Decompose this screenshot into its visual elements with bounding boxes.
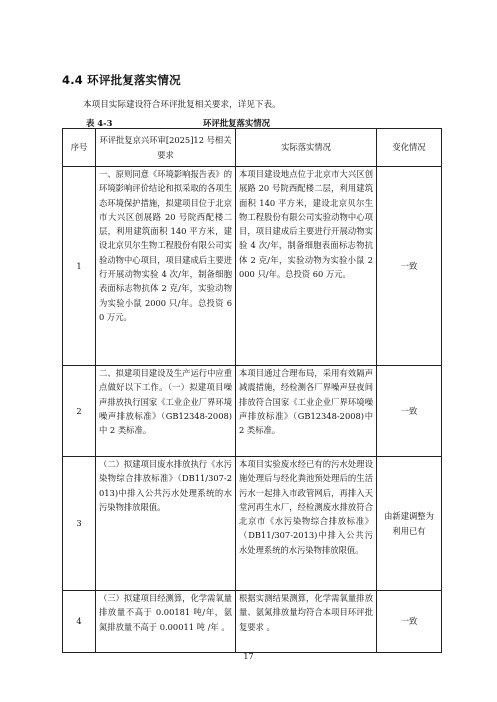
row-implementation: 本项目建设地点位于北京市大兴区创展路 20 号院西配楼二层，利用建筑面积 140 平方米，建设北京贝尔生物工程股份有限公司实验动物中心项目，项目建成后主要进行开展动物实验 4 次/年，制备细胞表面标志物抗体 2 克/年，实验动物为实验小鼠 2000 只/年。总投资 60 万元。 (236, 167, 377, 366)
table-row (63, 457, 442, 591)
row-seq: 4 (63, 591, 96, 653)
row-seq: 2 (63, 366, 96, 457)
row-requirement: 二、拟建项目建设及生产运行中应重点做好以下工作。（一）拟建项目噪声排放执行国家《工业企业厂界环境噪声排放标准》（GB12348-2008)中 2 类标准。 (96, 366, 236, 457)
table-title: 环评批复落实情况 (203, 118, 270, 128)
row-implementation: 本项目实验废水经已有的污水处理设施处理后与经化粪池预处理后的生活污水一起排入市政管网后，再排入天堂河再生水厂，经检测废水排放符合北京市《水污染物综合排放标准》（DB11/307-2013)中排入公共污水处理系统的水污染物排放限值。 (236, 457, 377, 591)
page-number: 17 (243, 652, 254, 661)
row-seq: 1 (63, 167, 96, 366)
row-change: 一致 (377, 366, 442, 457)
row-change: 一致 (377, 167, 442, 366)
table-row (63, 366, 442, 457)
header-requirement: 环评批复京兴环审[2025]12 号相关要求 (96, 129, 236, 167)
header-seq: 序号 (63, 129, 96, 167)
row-implementation: 本项目通过合理布局，采用有效隔声减震措施，经检测各厂界噪声昼夜间排放符合国家《工业企业厂界环境噪声排放标准》（GB12348-2008)中 2 类标准。 (236, 366, 377, 457)
row-requirement: 一、原则同意《环境影响报告表》的环境影响评价结论和拟采取的各项生态环境保护措施，拟建项目位于北京市大兴区创展路 20 号院西配楼二层，利用建筑面积 140 平方米，建设北京贝尔生物工程股份有限公司实验动物中心项目，项目建成后主要进行开展动物实验 4 次/年，制备细胞表面标志物抗体 2 克/年，实验动物为实验小鼠 2000 只/年。总投资 60 万元。 (96, 167, 236, 366)
table-row (63, 167, 442, 366)
header-implementation: 实际落实情况 (236, 129, 377, 167)
intro-paragraph: 本项目实际建设符合环评批复相关要求，详见下表。 (83, 100, 281, 110)
row-seq: 3 (63, 457, 96, 591)
approval-table (62, 128, 442, 653)
row-requirement: （二）拟建项目废水排放执行《水污染物综合排放标准》（DB11/307-2013)中排入公共污水处理系统的水污染物排放限值。 (96, 457, 236, 591)
header-change: 变化情况 (377, 129, 442, 167)
row-requirement: （三）拟建项目经测算，化学需氧量排放量不高于 0.00181 吨/年，氨氮排放量不高于 0.00011 吨 /年 。 (96, 591, 236, 653)
table-header-row (63, 129, 442, 167)
row-implementation: 根据实测结果测算，化学需氧量排放量、氨氮排放量均符合本项目环评批复要求 。 (236, 591, 377, 653)
row-change: 由新建调整为利用已有 (377, 457, 442, 591)
table-row (63, 591, 442, 653)
table-number: 表 4-3 (86, 118, 113, 128)
section-title: 4.4 环评批复落实情况 (62, 73, 181, 87)
row-change: 一致 (377, 591, 442, 653)
